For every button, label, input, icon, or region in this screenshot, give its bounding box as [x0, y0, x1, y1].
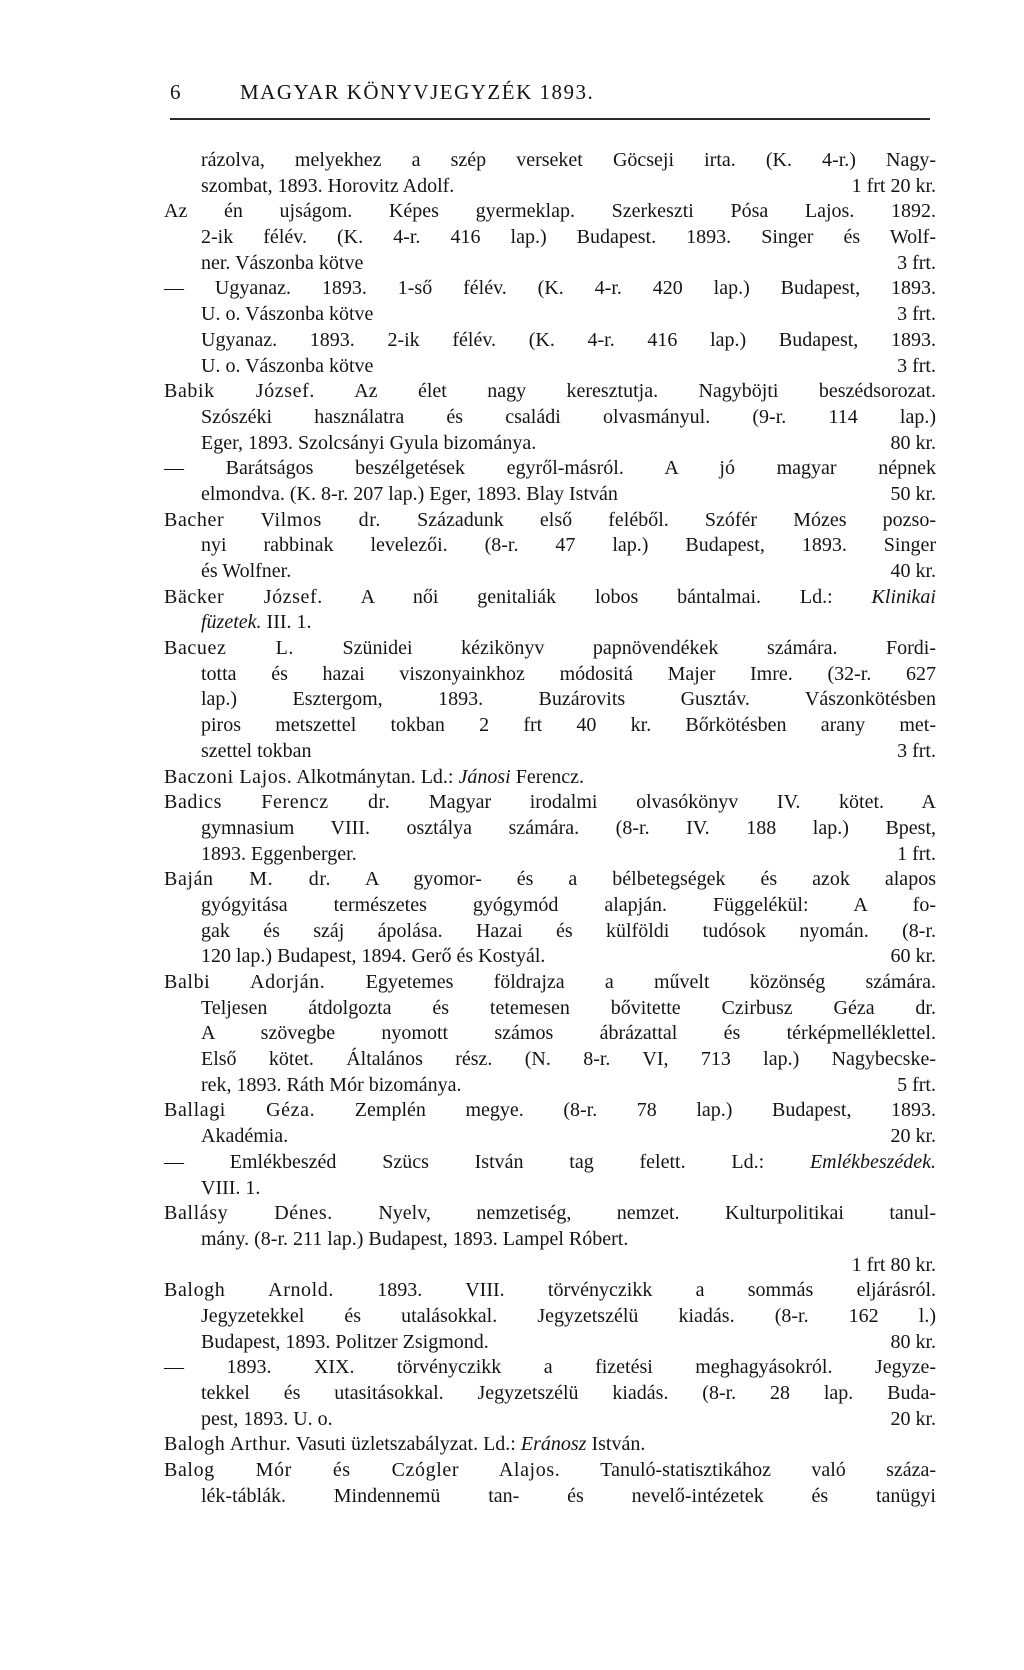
entry-author: Bacher Vilmos dr.	[164, 508, 381, 531]
entry-text: nyi rabbinak levelezői. (8-r. 47 lap.) Budapest, 1893. Singer	[201, 534, 936, 557]
entry-author: Ballásy Dénes.	[164, 1202, 333, 1225]
italic-reference: füzetek.	[201, 611, 262, 634]
entry-text: 1893. VIII. törvényczikk a sommás eljárásról.	[377, 1279, 936, 1302]
entry-text: gymnasium VIII. osztálya számára. (8-r. IV. 188 lap.) Bpest,	[201, 816, 936, 839]
entry-author: Balogh Arthur.	[164, 1433, 292, 1456]
entry-text: Első kötet. Általános rész. (N. 8-r. VI, 713 lap.) Nagybecske-	[201, 1048, 936, 1071]
text-line	[164, 867, 936, 893]
entry-text: — Barátságos beszélgetések egyről-másról. A jó magyar népnek	[164, 457, 936, 480]
entry-text: 1893. Eggenberger.	[201, 842, 357, 865]
text-line	[164, 1484, 936, 1510]
entry-author: Baján M. dr.	[164, 868, 332, 891]
text-line	[164, 1432, 936, 1458]
text-line	[164, 559, 936, 585]
entry-text: Szószéki használatra és családi olvasmányul. (9-r. 114 lap.)	[201, 405, 936, 428]
entry-text: szettel tokban	[201, 739, 312, 762]
entry-price: 1 frt.	[897, 842, 936, 865]
entry-text: mány. (8-r. 211 lap.) Budapest, 1893. Lampel Róbert.	[201, 1227, 629, 1250]
entry-text: Teljesen átdolgozta és tetemesen bővitette Czirbusz Géza dr.	[201, 996, 936, 1019]
text-line	[164, 585, 936, 611]
entry-text: lap.) Esztergom, 1893. Buzárovits Gusztáv. Vászonkötésben	[201, 688, 936, 711]
text-line	[164, 1458, 936, 1484]
italic-reference: Klinikai	[871, 585, 936, 608]
text-line	[164, 1227, 936, 1253]
entry-text: Budapest, 1893. Politzer Zsigmond.	[201, 1330, 489, 1353]
entry-text: Tanuló-statisztikához való száza-	[600, 1459, 937, 1482]
text-line	[164, 405, 936, 431]
text-line	[164, 1047, 936, 1073]
entry-author: Baczoni Lajos.	[164, 765, 293, 788]
entry-text: lék-táblák. Mindennemü tan- és nevelő-intézetek és tanügyi	[201, 1484, 936, 1507]
entry-text: 120 lap.) Budapest, 1894. Gerő és Kostyál.	[201, 945, 546, 968]
text-line	[164, 354, 936, 380]
entry-text: — Emlékbeszéd Szücs István tag felett. Ld.:	[164, 1150, 765, 1173]
entry-text: Az élet nagy keresztutja. Nagyböjti beszédsorozat.	[354, 380, 936, 403]
entry-text: U. o. Vászonba kötve	[201, 303, 374, 326]
entry-price: 1 frt 80 kr.	[851, 1253, 936, 1276]
text-line	[164, 379, 936, 405]
text-line	[164, 944, 936, 970]
entry-text: — Ugyanaz. 1893. 1-ső félév. (K. 4-r. 420 lap.) Budapest, 1893.	[164, 277, 936, 300]
entry-author: Badics Ferencz dr.	[164, 791, 391, 814]
italic-reference: Jánosi	[458, 765, 511, 788]
text-line	[164, 636, 936, 662]
entry-text: Ugyanaz. 1893. 2-ik félév. (K. 4-r. 416 lap.) Budapest, 1893.	[201, 328, 936, 351]
entry-author: Balog Mór és Czógler Alajos.	[164, 1459, 561, 1482]
entry-text: Egyetemes földrajza a művelt közönség számára.	[365, 971, 937, 993]
text-line	[164, 1201, 936, 1227]
text-line	[164, 739, 936, 765]
entry-price: 3 frt.	[897, 739, 936, 762]
entry-text: Eger, 1893. Szolcsányi Gyula bizománya.	[201, 431, 537, 454]
entry-text: ner. Vászonba kötve	[201, 251, 364, 274]
entry-price: 5 frt.	[897, 1073, 936, 1096]
entry-text: Szünidei kézikönyv papnövendékek számára. Fordi-	[342, 637, 936, 660]
text-line	[164, 790, 936, 816]
entry-text: gak és száj ápolása. Hazai és külföldi tudósok nyomán. (8-r.	[201, 919, 936, 942]
text-line	[164, 1098, 936, 1124]
running-title: MAGYAR KÖNYVJEGYZÉK 1893.	[240, 80, 595, 104]
entry-author: Balbi Adorján.	[164, 971, 326, 993]
entry-text: Akadémia.	[201, 1125, 289, 1148]
entry-text: tekkel és utasitásokkal. Jegyzetszélü kiadás. (8-r. 28 lap. Buda-	[201, 1382, 936, 1404]
text-line	[164, 1176, 936, 1202]
entry-author: Balogh Arnold.	[164, 1279, 335, 1302]
text-line	[164, 302, 936, 328]
entry-text: Ferencz.	[515, 765, 584, 788]
text-line	[164, 1278, 936, 1304]
entry-text: Vasuti üzletszabályzat. Ld.:	[295, 1433, 516, 1456]
text-line	[164, 1355, 936, 1381]
text-line	[164, 174, 936, 200]
text-line	[164, 1407, 936, 1433]
entry-author: Bacuez L.	[164, 637, 294, 660]
entry-text: István.	[591, 1433, 646, 1456]
text-line	[164, 893, 936, 919]
text-line	[164, 765, 936, 791]
page-header	[170, 72, 930, 112]
entry-text: VIII. 1.	[201, 1176, 261, 1199]
entry-price: 50 kr.	[890, 482, 936, 505]
text-line	[164, 276, 936, 302]
entry-text: Alkotmánytan. Ld.:	[296, 765, 454, 788]
entry-price: 3 frt.	[897, 354, 936, 377]
entry-text: U. o. Vászonba kötve	[201, 354, 374, 377]
entry-price: 20 kr.	[890, 1125, 936, 1148]
text-line	[164, 1021, 936, 1047]
entry-text: — 1893. XIX. törvényczikk a fizetési meghagyásokról. Jegyze-	[164, 1356, 936, 1379]
entry-price: 80 kr.	[890, 1330, 936, 1353]
text-line	[164, 482, 936, 508]
entry-text: szombat, 1893. Horovitz Adolf.	[201, 174, 455, 197]
text-line	[164, 970, 936, 996]
text-line	[164, 816, 936, 842]
entry-text: elmondva. (K. 8-r. 207 lap.) Eger, 1893. Blay István	[201, 482, 618, 505]
entry-text: pest, 1893. U. o.	[201, 1407, 333, 1430]
text-line	[164, 533, 936, 559]
entry-text: III. 1.	[266, 611, 312, 634]
text-line	[164, 1150, 936, 1176]
italic-reference: Emlékbeszédek.	[809, 1150, 937, 1173]
entry-text: Zemplén megye. (8-r. 78 lap.) Budapest, 1893.	[354, 1099, 937, 1122]
entry-text: rek, 1893. Ráth Mór bizománya.	[201, 1073, 462, 1096]
entry-text: Nyelv, nemzetiség, nemzet. Kulturpolitikai tanul-	[378, 1202, 936, 1225]
text-line	[164, 199, 936, 225]
text-line	[164, 662, 936, 688]
text-line	[164, 148, 936, 174]
entry-price: 3 frt.	[897, 303, 936, 326]
entry-price: 60 kr.	[890, 945, 936, 968]
text-line	[164, 1253, 936, 1279]
entry-price: 40 kr.	[890, 560, 936, 582]
entry-text: Jegyzetekkel és utalásokkal. Jegyzetszélü kiadás. (8-r. 162 l.)	[201, 1304, 936, 1327]
entry-text: rázolva, melyekhez a szép verseket Göcseji irta. (K. 4-r.) Nagy-	[201, 149, 936, 171]
entry-price: 20 kr.	[890, 1407, 936, 1430]
text-line	[164, 508, 936, 534]
entry-author: Bäcker József.	[164, 585, 323, 608]
entry-text: totta és hazai viszonyainkhoz módositá Majer Imre. (32-r. 627	[201, 662, 936, 685]
entry-text: piros metszettel tokban 2 frt 40 kr. Bőrkötésben arany met-	[201, 714, 936, 737]
entry-text: A gyomor- és a bélbetegségek és azok alapos	[365, 868, 936, 891]
entry-price: 3 frt.	[897, 251, 936, 274]
entry-text: Századunk első feléből. Szófér Mózes pozso-	[417, 508, 936, 531]
text-line	[164, 1381, 936, 1407]
text-line	[164, 919, 936, 945]
text-line	[164, 1330, 936, 1356]
text-line	[164, 1124, 936, 1150]
text-line	[164, 1304, 936, 1330]
text-line	[164, 328, 936, 354]
entry-text: Az én ujságom. Képes gyermeklap. Szerkeszti Pósa Lajos. 1892.	[164, 200, 936, 223]
header-rule	[170, 118, 930, 120]
entry-text: és Wolfner.	[201, 560, 292, 582]
entry-author: Babik József.	[164, 380, 315, 403]
text-line	[164, 1073, 936, 1099]
text-line	[164, 996, 936, 1022]
text-line	[164, 456, 936, 482]
entry-text: A női genitaliák lobos bántalmai. Ld.:	[360, 585, 833, 608]
page-number: 6	[170, 80, 181, 104]
entry-price: 80 kr.	[890, 431, 936, 454]
bibliography-column	[164, 148, 936, 1509]
text-line	[164, 251, 936, 277]
entry-text: Magyar irodalmi olvasókönyv IV. kötet. A	[428, 791, 936, 814]
entry-text: A szövegbe nyomott számos ábrázattal és térképmelléklettel.	[201, 1022, 936, 1045]
entry-text: gyógyitása természetes gyógymód alapján. Függelékül: A fo-	[201, 893, 936, 916]
text-line	[164, 713, 936, 739]
text-line	[164, 225, 936, 251]
entry-text: 2-ik félév. (K. 4-r. 416 lap.) Budapest. 1893. Singer és Wolf-	[201, 226, 936, 249]
text-line	[164, 687, 936, 713]
text-line	[164, 842, 936, 868]
italic-reference: Eránosz	[520, 1433, 587, 1456]
entry-author: Ballagi Géza.	[164, 1099, 316, 1122]
text-line	[164, 610, 936, 636]
text-line	[164, 431, 936, 457]
entry-price: 1 frt 20 kr.	[851, 174, 936, 197]
